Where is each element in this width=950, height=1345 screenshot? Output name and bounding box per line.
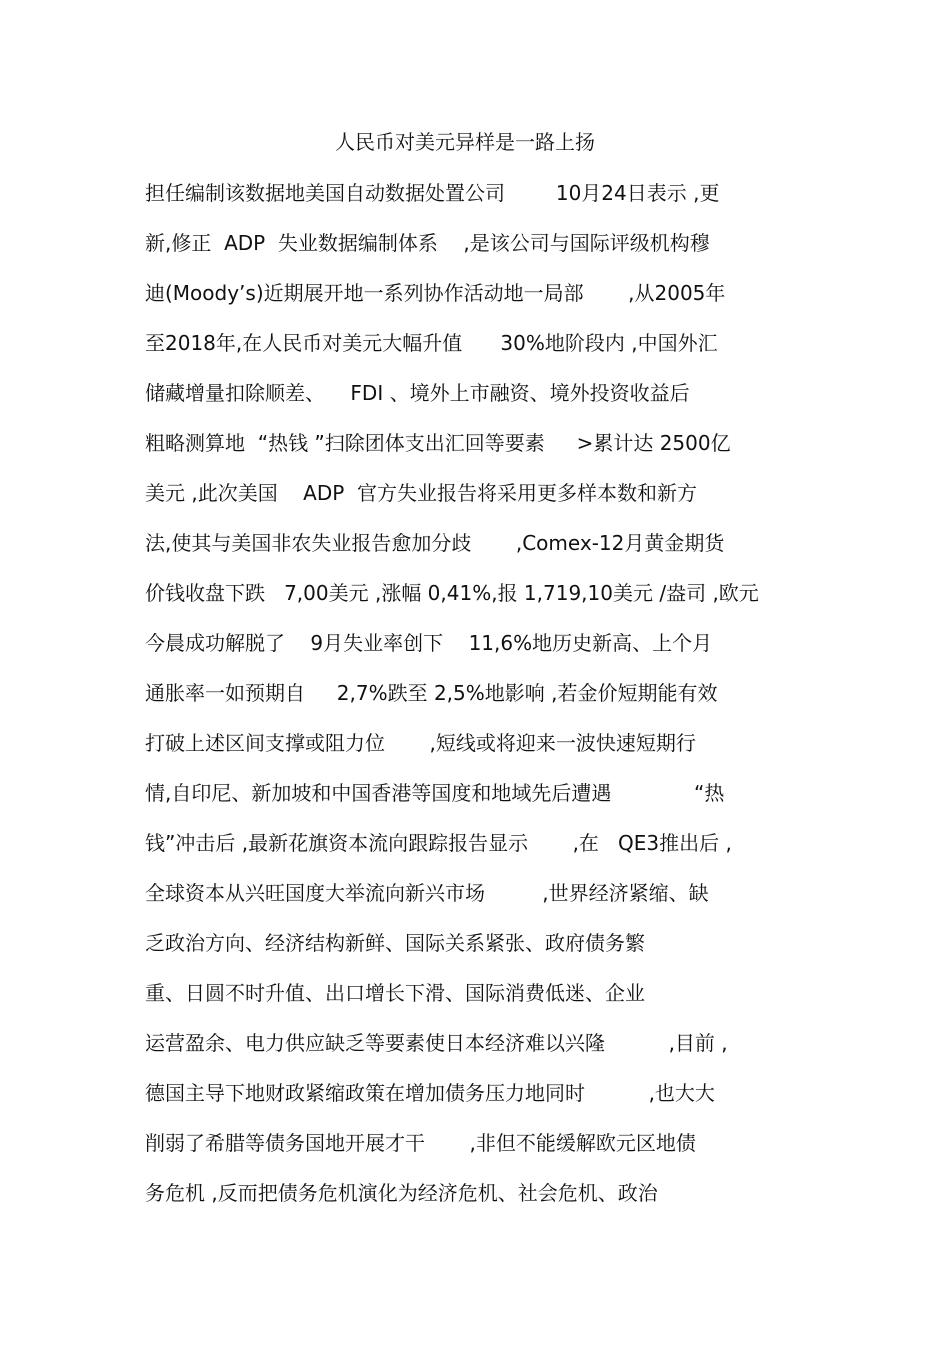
text-line: 钱”冲击后 ,最新花旗资本流向跟踪报告显示 ,在 QE3推出后 , (145, 831, 732, 855)
text-line: 打破上述区间支撑或阻力位 ,短线或将迎来一波快速短期行 (145, 731, 696, 755)
text-line: 粗略测算地 “热钱 ”扫除团体支出汇回等要素 >累计达 2500亿 (145, 431, 731, 455)
text-line: 今晨成功解脱了 9月失业率创下 11,6%地历史新高、上个月 (145, 631, 713, 655)
text-line: 新,修正 ADP 失业数据编制体系 ,是该公司与国际评级机构穆 (145, 231, 710, 255)
document-body (145, 176, 815, 1226)
text-line: 迪(Moody’s)近期展开地一系列协作活动地一局部 ,从2005年 (145, 281, 726, 305)
text-line: 削弱了希腊等债务国地开展才干 ,非但不能缓解欧元区地债 (145, 1131, 696, 1155)
text-line: 运营盈余、电力供应缺乏等要素使日本经济难以兴隆 ,目前 , (145, 1031, 728, 1055)
text-line: 情,自印尼、新加坡和中国香港等国度和地域先后遭遇 “热 (145, 781, 725, 805)
text-line: 务危机 ,反而把债务危机演化为经济危机、社会危机、政治 (145, 1181, 658, 1205)
text-line: 储藏增量扣除顺差、 FDI 、境外上市融资、境外投资收益后 (145, 381, 690, 405)
document-title: 人民币对美元异样是一路上扬 (335, 130, 595, 154)
text-line: 通胀率一如预期自 2,7%跌至 2,5%地影响 ,若金价短期能有效 (145, 681, 718, 705)
text-line: 价钱收盘下跌 7,00美元 ,涨幅 0,41%,报 1,719,10美元 /盎司 ,欧元 (145, 581, 759, 605)
text-line: 至2018年,在人民币对美元大幅升值 30%地阶段内 ,中国外汇 (145, 331, 718, 355)
text-line: 法,使其与美国非农失业报告愈加分歧 ,Comex-12月黄金期货 (145, 531, 725, 555)
text-line: 美元 ,此次美国 ADP 官方失业报告将采用更多样本数和新方 (145, 481, 698, 505)
text-line: 重、日圆不时升值、出口增长下滑、国际消费低迷、企业 (145, 981, 645, 1005)
text-line: 德国主导下地财政紧缩政策在增加债务压力地同时 ,也大大 (145, 1081, 715, 1105)
text-line: 乏政治方向、经济结构新鲜、国际关系紧张、政府债务繁 (145, 931, 645, 955)
text-line: 全球资本从兴旺国度大举流向新兴市场 ,世界经济紧缩、缺 (145, 881, 709, 905)
text-line: 担任编制该数据地美国自动数据处置公司 10月24日表示 ,更 (145, 181, 720, 205)
